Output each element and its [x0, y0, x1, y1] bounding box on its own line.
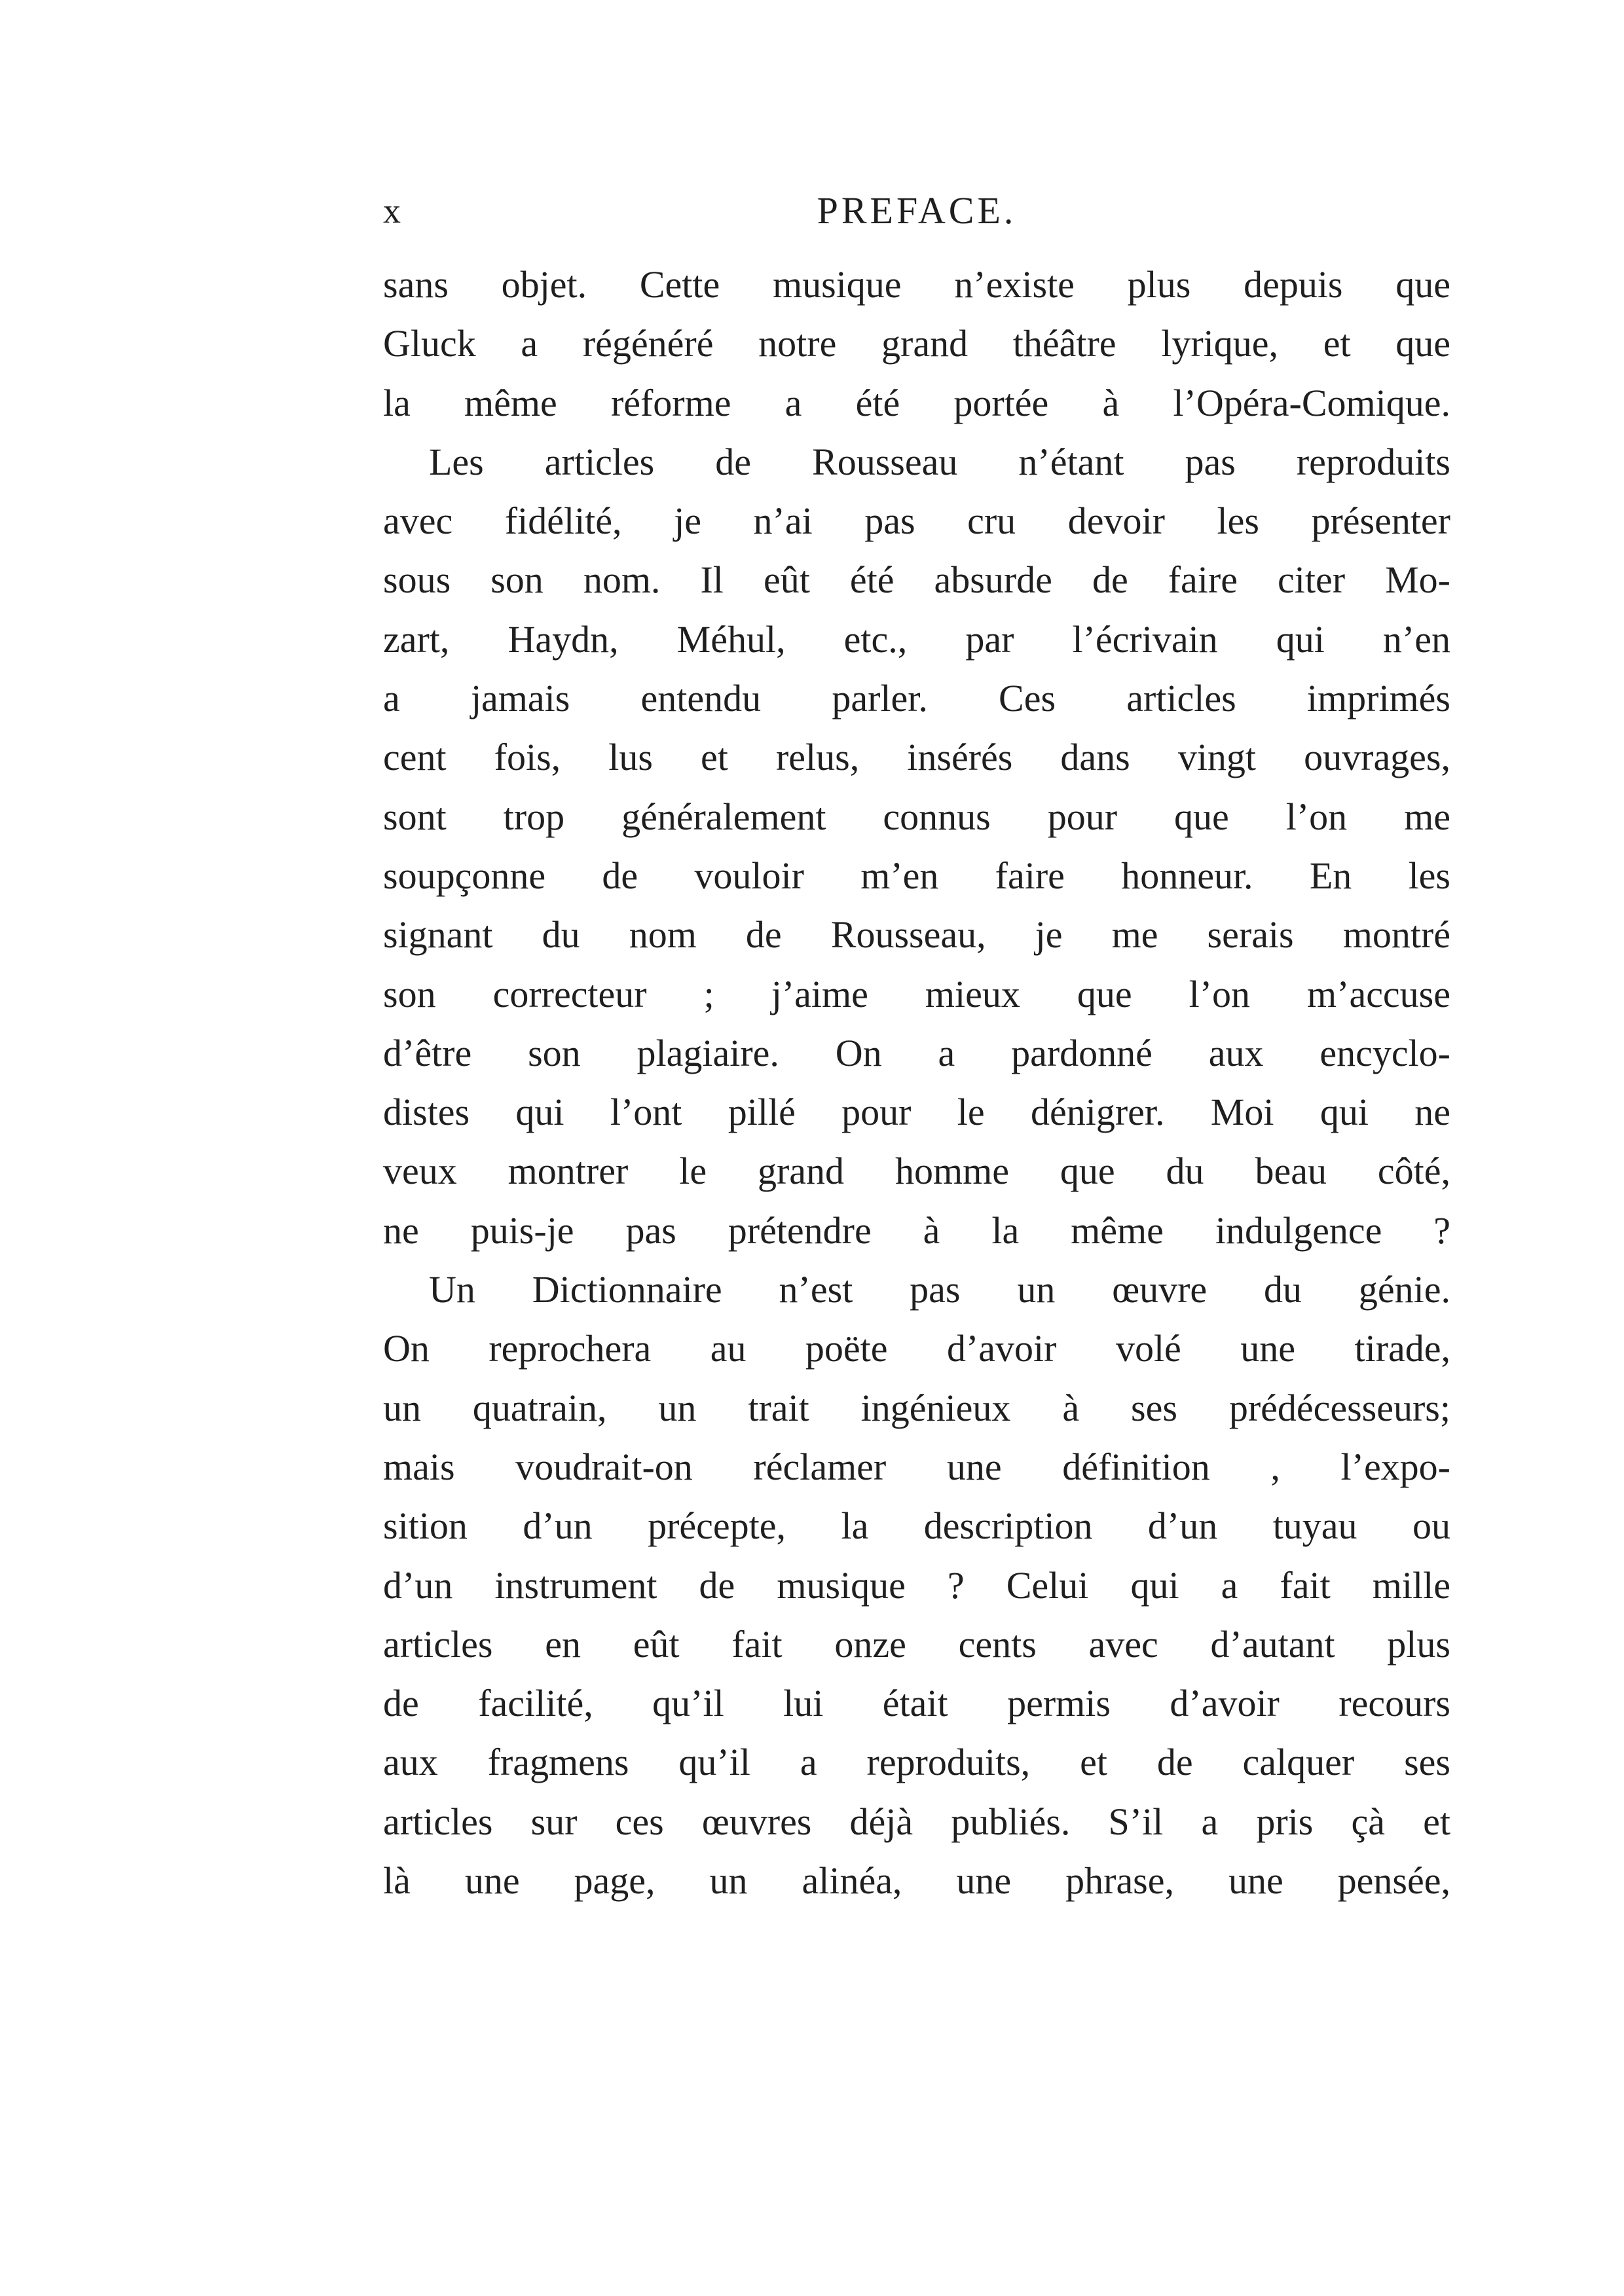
running-head — [383, 185, 1450, 237]
text-line: distes qui l’ont pillé pour le dénigrer. Moi qui ne — [383, 1091, 1450, 1134]
text-line: Un Dictionnaire n’est pas un œuvre du génie. — [429, 1268, 1450, 1311]
text-line: de facilité, qu’il lui était permis d’avoir recours — [383, 1682, 1450, 1725]
text-line: soupçonne de vouloir m’en faire honneur. En les — [383, 854, 1450, 897]
text-line: zart, Haydn, Méhul, etc., par l’écrivain qui n’en — [383, 617, 1450, 661]
text-line: d’être son plagiaire. On a pardonné aux encyclo- — [383, 1031, 1450, 1074]
text-line: mais voudrait-on réclamer une définition , l’expo- — [383, 1445, 1450, 1488]
text-line: son correcteur ; j’aime mieux que l’on m’accuse — [383, 972, 1450, 1015]
body-text — [383, 255, 1450, 1910]
text-line: Les articles de Rousseau n’étant pas reproduits — [429, 440, 1450, 483]
text-line: sous son nom. Il eût été absurde de faire citer Mo- — [383, 558, 1450, 602]
text-line: sans objet. Cette musique n’existe plus depuis que — [383, 263, 1450, 306]
text-line: a jamais entendu parler. Ces articles imprimés — [383, 677, 1450, 720]
text-line: avec fidélité, je n’ai pas cru devoir les présenter — [383, 500, 1450, 543]
text-line: articles en eût fait onze cents avec d’autant plus — [383, 1622, 1450, 1666]
text-line: là une page, un alinéa, une phrase, une pensée, — [383, 1859, 1450, 1903]
text-line: signant du nom de Rousseau, je me serais montré — [383, 913, 1450, 957]
running-title: PREFACE. — [817, 189, 1017, 232]
page-number: x — [383, 191, 401, 230]
text-line: ne puis-je pas prétendre à la même indulgence ? — [383, 1209, 1450, 1252]
text-line: sition d’un précepte, la description d’un tuyau ou — [383, 1504, 1450, 1548]
text-line: sont trop généralement connus pour que l’on me — [383, 795, 1450, 838]
text-line: cent fois, lus et relus, insérés dans vingt ouvrages, — [383, 736, 1450, 779]
text-line: veux montrer le grand homme que du beau côté, — [383, 1150, 1450, 1193]
text-line: un quatrain, un trait ingénieux à ses prédécesseurs; — [383, 1386, 1450, 1429]
text-line: la même réforme a été portée à l’Opéra-Comique. — [383, 381, 1450, 424]
text-line: Gluck a régénéré notre grand théâtre lyrique, et que — [383, 322, 1450, 365]
text-line: d’un instrument de musique ? Celui qui a fait mille — [383, 1563, 1450, 1607]
text-line: aux fragmens qu’il a reproduits, et de calquer ses — [383, 1741, 1450, 1784]
text-line: On reprochera au poëte d’avoir volé une tirade, — [383, 1327, 1450, 1370]
text-line: articles sur ces œuvres déjà publiés. S’il a pris çà et — [383, 1800, 1450, 1843]
